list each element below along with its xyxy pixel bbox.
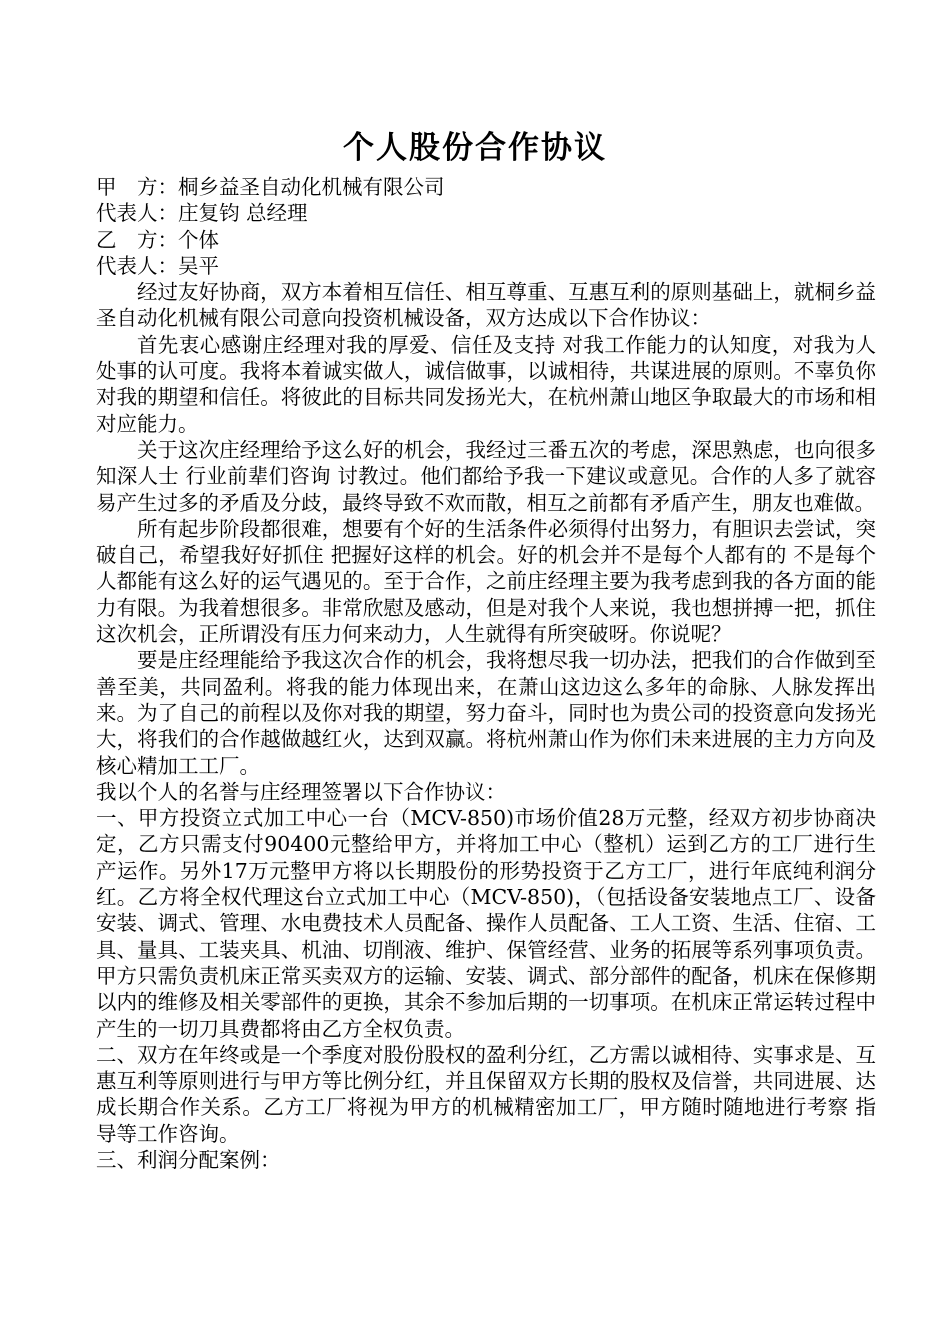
clause-1: 一、甲方投资立式加工中心一台（MCV-850)市场价值28万元整，经双方初步协商决定，乙方只需支付90400元整给甲方，并将加工中心（整机）运到乙方的工厂进行生产运作。另外17万元整甲方将以长期股份的形势投资于乙方工厂，进行年底纯利润分红。乙方将全权代理这台立式加工中心（MCV-850)，（包括设备安装地点工厂、设备安装、调式、管理、水电费技术人员配备、操作人员配备、工人工资、生活、住宿、工具、量具、工装夹具、机油、切削液、维护、保管经营、业务的拓展等系列事项负责。甲方只需负责机床正常买卖双方的运输、安装、调式、部分部件的配备，机床在保修期以内的维修及相关零部件的更换，其余不参加后期的一切事项。在机床正常运转过程中产生的一切刀具费都将由乙方全权负责。 [96, 806, 876, 1041]
party-b-representative-line: 代表人：吴平 [96, 253, 219, 278]
paragraph-commitment: 要是庄经理能给予我这次合作的机会，我将想尽我一切办法，把我们的合作做到至善至美，共同盈利。将我的能力体现出来，在萧山这边这么多年的命脉、人脉发挥出来。为了自己的前程以及你对我的期望，努力奋斗，同时也为贵公司的投资意向发扬光大，将我们的合作越做越红火，达到双赢。将杭州萧山作为你们未来进展的主力方向及核心精加工工厂。 [96, 648, 876, 778]
clause-2: 二、双方在年终或是一个季度对股份股权的盈利分红，乙方需以诚相待、实事求是、互惠互利等原则进行与甲方等比例分红，并且保留双方长期的股权及信誉，共同进展、达成长期合作关系。乙方工厂将视为甲方的机械精密加工厂，甲方随时随地进行考察 指导等工作咨询。 [96, 1042, 876, 1146]
party-a-representative-line: 代表人：庄复钧 总经理 [96, 201, 308, 226]
agreement-intro: 我以个人的名誉与庄经理签署以下合作协议： [96, 779, 506, 804]
party-b-line: 乙 方：个体 [96, 227, 219, 252]
clause-3: 三、利润分配案例： [96, 1147, 281, 1172]
party-a-line: 甲 方：桐乡益圣自动化机械有限公司 [96, 175, 445, 199]
paragraph-thanks: 首先衷心感谢庄经理对我的厚爱、信任及支持 对我工作能力的认知度，对我为人处事的认可度。我将本着诚实做人，诚信做事，以诚相待，共谋进展的原则。不辜负你对我的期望和信任。将彼此的目标共同发扬光大，在杭州萧山地区争取最大的市场和相对应能力。 [96, 332, 876, 436]
document-title: 个人股份合作协议 [343, 130, 607, 166]
paragraph-effort: 所有起步阶段都很难，想要有个好的生活条件必须得付出努力，有胆识去尝试，突破自己，希望我好好抓住 把握好这样的机会。好的机会并不是每个人都有的 不是每个人都能有这么好的运气遇见的。至于合作，之前庄经理主要为我考虑到我的各方面的能力有限。为我着想很多。非常欣慰及感动，但是对我个人来说，我也想拼搏一把，抓住这次机会，正所谓没有压力何来动力，人生就得有所突破呀。你说呢？ [96, 516, 876, 647]
paragraph-intro: 经过友好协商，双方本着相互信任、相互尊重、互惠互利的原则基础上，就桐乡益圣自动化机械有限公司意向投资机械设备，双方达成以下合作协议： [96, 280, 876, 331]
document-body [96, 174, 876, 1173]
paragraph-consideration: 关于这次庄经理给予这么好的机会，我经过三番五次的考虑，深思熟虑，也向很多知深人士 行业前辈们咨询 讨教过。他们都给予我一下建议或意见。合作的人多了就容易产生过多的矛盾及分歧，最终导致不欢而散，相互之前都有矛盾产生，朋友也难做。 [96, 437, 876, 515]
